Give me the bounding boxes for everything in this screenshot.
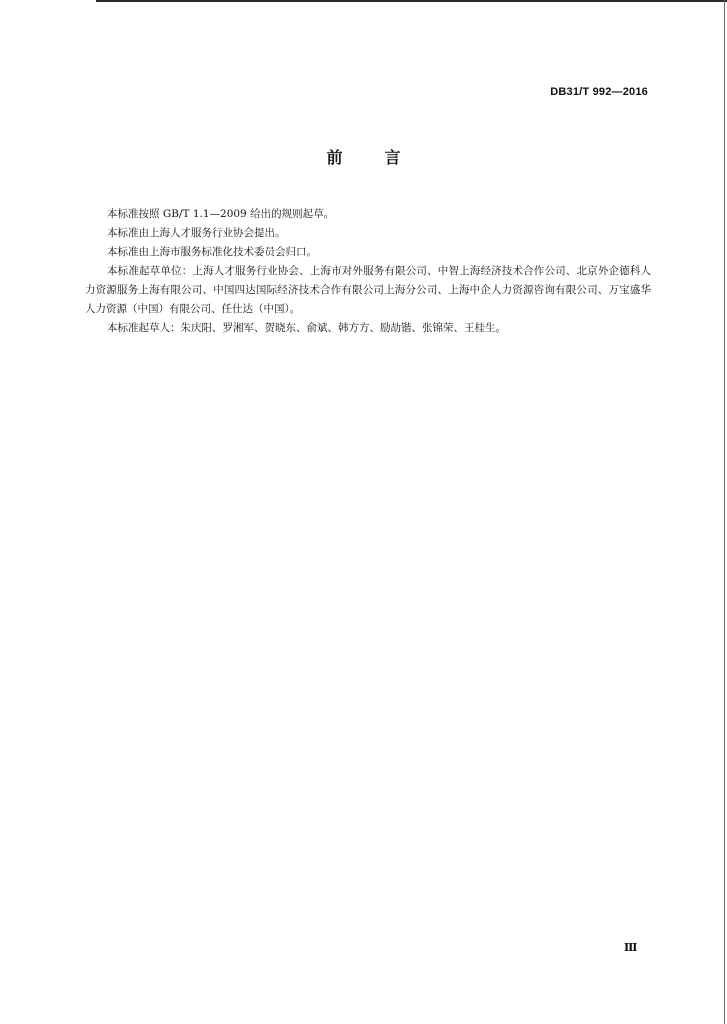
page-title: [0, 147, 727, 169]
paragraph-drafters: 本标准起草人：朱庆阳、罗湘军、贺晓东、俞斌、韩方方、励劼锴、张锦荣、王桂生。: [107, 322, 506, 334]
foreword-body: [85, 205, 651, 338]
page-number: Ⅲ: [624, 941, 638, 954]
paragraph-drafting-units: 本标准起草单位：上海人才服务行业协会、上海市对外服务有限公司、中智上海经济技术合作公司、北京外企德科人力资源服务上海有限公司、中国四达国际经济技术合作有限公司上海分公司、上海中企人力资源咨询有限公司、万宝盛华人力资源（中国）有限公司、任仕达（中国）。: [85, 265, 651, 315]
scan-edge-top: [96, 0, 727, 2]
title-char-2: 言: [384, 148, 401, 167]
paragraph-committee: 本标准由上海市服务标准化技术委员会归口。: [107, 246, 317, 258]
standard-code: DB31/T 992—2016: [550, 86, 648, 98]
paragraph-proposer: 本标准由上海人才服务行业协会提出。: [107, 227, 286, 239]
paragraph-drafting-rules: 本标准按照 GB/T 1.1—2009 给出的规则起草。: [107, 208, 335, 220]
title-char-1: 前: [326, 148, 343, 167]
